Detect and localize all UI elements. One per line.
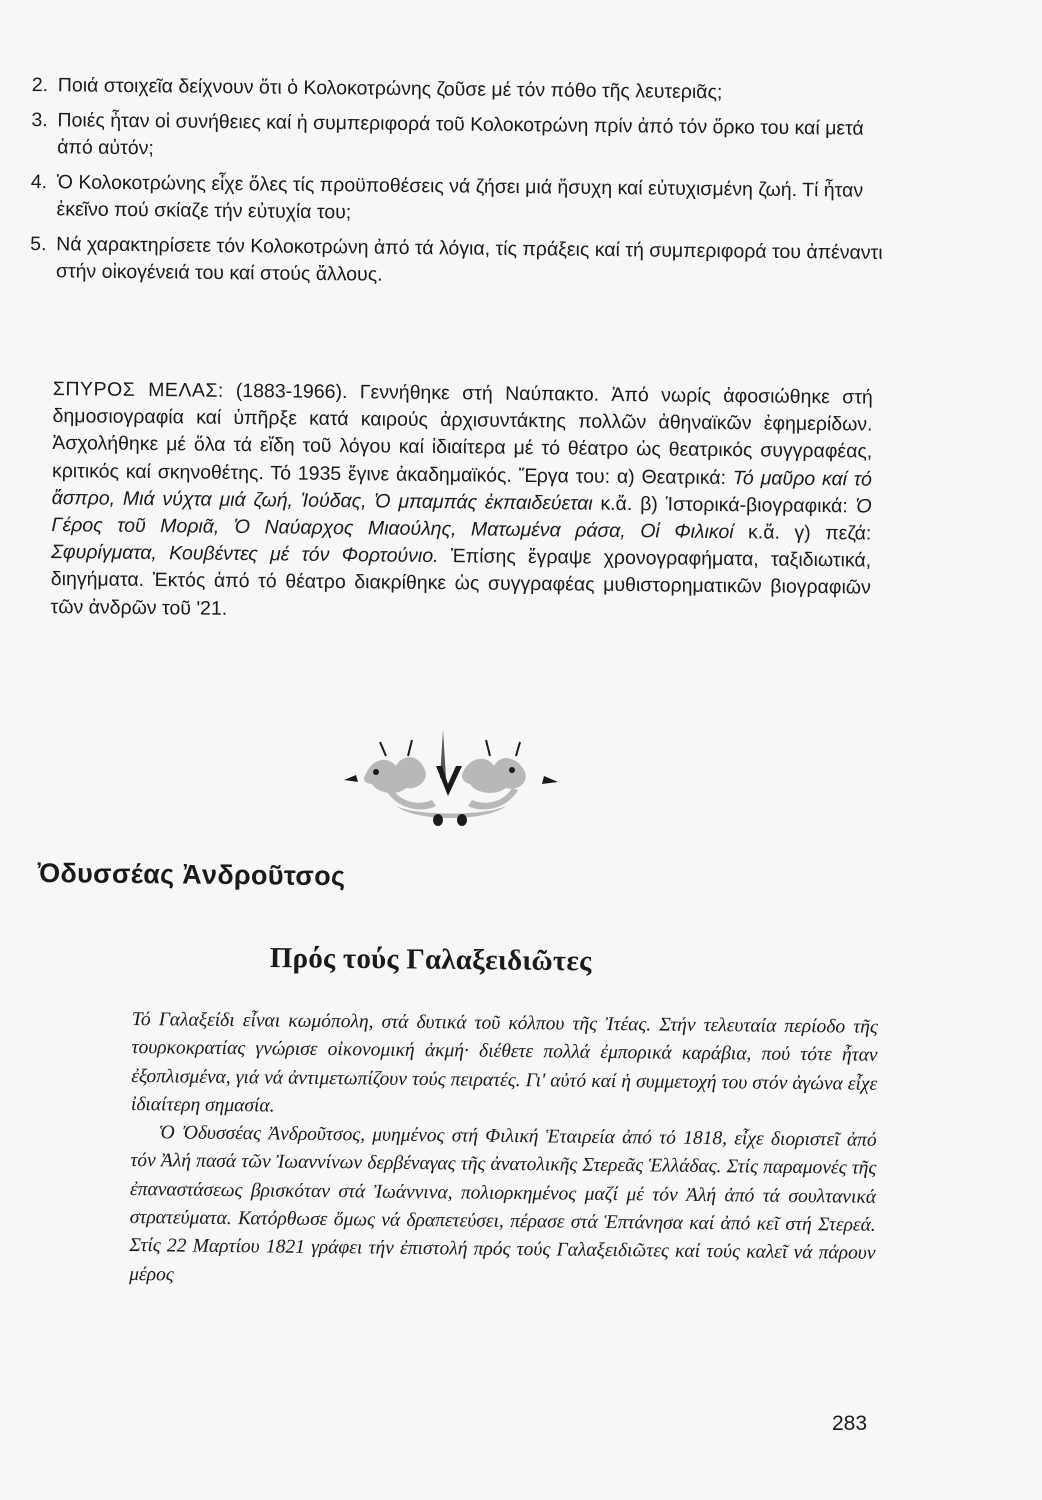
text-subtitle: Πρός τούς Γαλαξειδιῶτες [269, 942, 592, 978]
questions-list [30, 72, 902, 302]
bio-works-theatre: Τό μαῦρο καί τό ἄσπρο, Μιά νύχτα μιά ζωή, Ἰούδας, Ὁ μπαμπάς ἐκπαιδεύεται [51, 466, 873, 515]
question-text: Ὁ Κολοκοτρώνης εἶχε ὅλες τίς προϋποθέσεις νά ζήσει μιά ἥσυχη καί εὐτυχισμένη ζωή. Τί ἦταν ἐκεῖνο πού σκίαζε τήν εὐτυχία του; [56, 171, 864, 224]
bio-years: (1883-1966). [235, 379, 348, 404]
bio-works-prose: Σφυρίγματα, Κουβέντες μέ τόν Φορτούνιο. [51, 541, 439, 568]
intro-paragraph: Ὁ Ὀδυσσέας Ἀνδροῦτσος, μυημένος στή Φιλική Ἑταιρεία ἀπό τό 1818, εἶχε διοριστεῖ ἀπό τόν Ἀλή πασά τῶν Ἰωαννίνων δερβέναγας τῆς ἀνατολικῆς Στερεᾶς Ἑλλάδας. Στίς παραμονές τῆς ἐπαναστάσεως βρισκόταν στά Ἰωάννινα, πολιορκημένος μαζί μέ τόν Ἀλή ἀπό τά σουλτανικά στρατεύματα. Κατόρθωσε ὅμως νά δραπετεύσει, πέρασε στά Ἑπτάνησα καί ἀπό κεῖ στή Στερεά. Στίς 22 Μαρτίου 1821 γράφει τήν ἐπιστολή πρός τούς Γαλαξειδιῶτες καί τούς καλεῖ νά πάρουν μέρος [129, 1122, 877, 1286]
question-number: 2. [31, 73, 49, 97]
question-text: Ποιές ἦταν οἱ συνήθειες καί ἡ συμπεριφορά τοῦ Κολοκοτρώνη πρίν ἀπό τόν ὅρκο του καί μετά ἀπό αὐτόν; [57, 109, 864, 160]
author-bio: ΣΠΥΡΟΣ ΜΕΛΑΣ: (1883-1966). Γεννήθηκε στή Ναύπακτο. Ἀπό νωρίς ἀφοσιώθηκε στή δημοσιογραφία καί ὑπῆρξε κατά καιρούς ἀρχισυντάκτης πολλῶν ἀθηναϊκῶν ἐφημερίδων. Ἀσχολήθηκε μέ ὅλα τά εἴδη τοῦ λόγου καί ἰδιαίτερα μέ τό θέατρο ὡς θεατρικός συγγραφέας, κριτικός καί σκηνοθέτης. Τό 1935 ἔγινε ἀκαδημαϊκός. Ἔργα του: α) Θεατρικά: Τό μαῦρο καί τό ἄσπρο, Μιά νύχτα μιά ζωή, Ἰούδας, Ὁ μπαμπάς ἐκπαιδεύεται κ.ἄ. β) Ἱστορικά-βιογραφικά: Ὁ Γέρος τοῦ Μοριᾶ, Ὁ Ναύαρχος Μιαούλης, Ματωμένα ράσα, Οἱ Φιλικοί κ.ἄ. γ) πεζά: Σφυρίγματα, Κουβέντες μέ τόν Φορτούνιο. Ἐπίσης ἔγραψε χρονογραφήματα, ταξιδιωτικά, διηγήματα. Ἐκτός ἀπό τό θέατρο διακρίθηκε ὡς συγγραφέας μυθιστορηματικῶν βιογραφιῶν τῶν ἀνδρῶν τοῦ '21. [50, 377, 873, 620]
bio-text: κ.ἄ. β) Ἱστορικά-βιογραφικά: [600, 492, 848, 518]
intro-text [129, 1006, 878, 1297]
question-text: Νά χαρακτηρίσετε τόν Κολοκοτρώνη ἀπό τά λόγια, τίς πράξεις καί τή συμπεριφορά του ἀπέναντι στήν οἰκογένειά του καί στούς ἄλλους. [55, 233, 883, 286]
question-item [30, 231, 901, 294]
question-number: 3. [31, 108, 48, 132]
bio-author-name: ΣΠΥΡΟΣ ΜΕΛΑΣ [52, 377, 219, 402]
question-item [30, 169, 901, 232]
question-item [31, 107, 902, 170]
question-text: Ποιά στοιχεῖα δείχνουν ὅτι ὁ Κολοκοτρώνης ζοῦσε μέ τόν πόθο τῆς λευτεριᾶς; [57, 74, 723, 104]
bio-text: Γεννήθηκε στή Ναύπακτο. Ἀπό νωρίς ἀφοσιώθηκε στή δημοσιογραφία καί ὑπῆρξε κατά καιρούς ἀρχισυντάκτης πολλῶν ἀθηναϊκῶν ἐφημερίδων. Ἀσχολήθηκε μέ ὅλα τά εἴδη τοῦ λόγου καί ἰδιαίτερα μέ τό θέατρο ὡς θεατρικός συγγραφέας, κριτικός καί σκηνοθέτης. Τό 1935 ἔγινε ἀκαδημαϊκός. Ἔργα του: α) Θεατρικά: [51, 381, 873, 489]
question-number: 5. [30, 232, 47, 256]
bio-text: κ.ἄ. γ) πεζά: [748, 521, 872, 545]
bio-works-history: Ὁ Γέρος τοῦ Μοριᾶ, Ὁ Ναύαρχος Μιαούλης, Ματωμένα ράσα, Οἱ Φιλικοί [51, 495, 872, 544]
bio-text: Ἐπίσης ἔγραψε χρονογραφήματα, ταξιδιωτικά, διηγήματα. Ἐκτός ἀπό τό θέατρο διακρίθηκε ὡς συγγραφέας μυθιστορηματικῶν βιογραφιῶν τῶν ἀνδρῶν τοῦ '21. [50, 545, 872, 620]
floral-ornament-icon [336, 722, 566, 834]
question-item [32, 72, 902, 108]
intro-paragraph: Τό Γαλαξείδι εἶναι κωμόπολη, στά δυτικά τοῦ κόλπου τῆς Ἰτέας. Στήν τελευταία περίοδο τῆς τουρκοκρατίας γνώρισε οἰκονομική ἀκμή· διέθετε πολλά ἐμπορικά καράβια, πού τότε ἦταν ἐξοπλισμένα, γιά νά ἀντιμετωπίζουν τούς πειρατές. Γι' αὐτό καί ἡ συμμετοχή του στόν ἀγώνα εἶχε ἰδιαίτερη σημασία. [130, 1008, 878, 1117]
question-number: 4. [30, 170, 48, 194]
section-title: Ὀδυσσέας Ἀνδροῦτσος [37, 858, 346, 892]
page-number: 283 [832, 1412, 868, 1435]
